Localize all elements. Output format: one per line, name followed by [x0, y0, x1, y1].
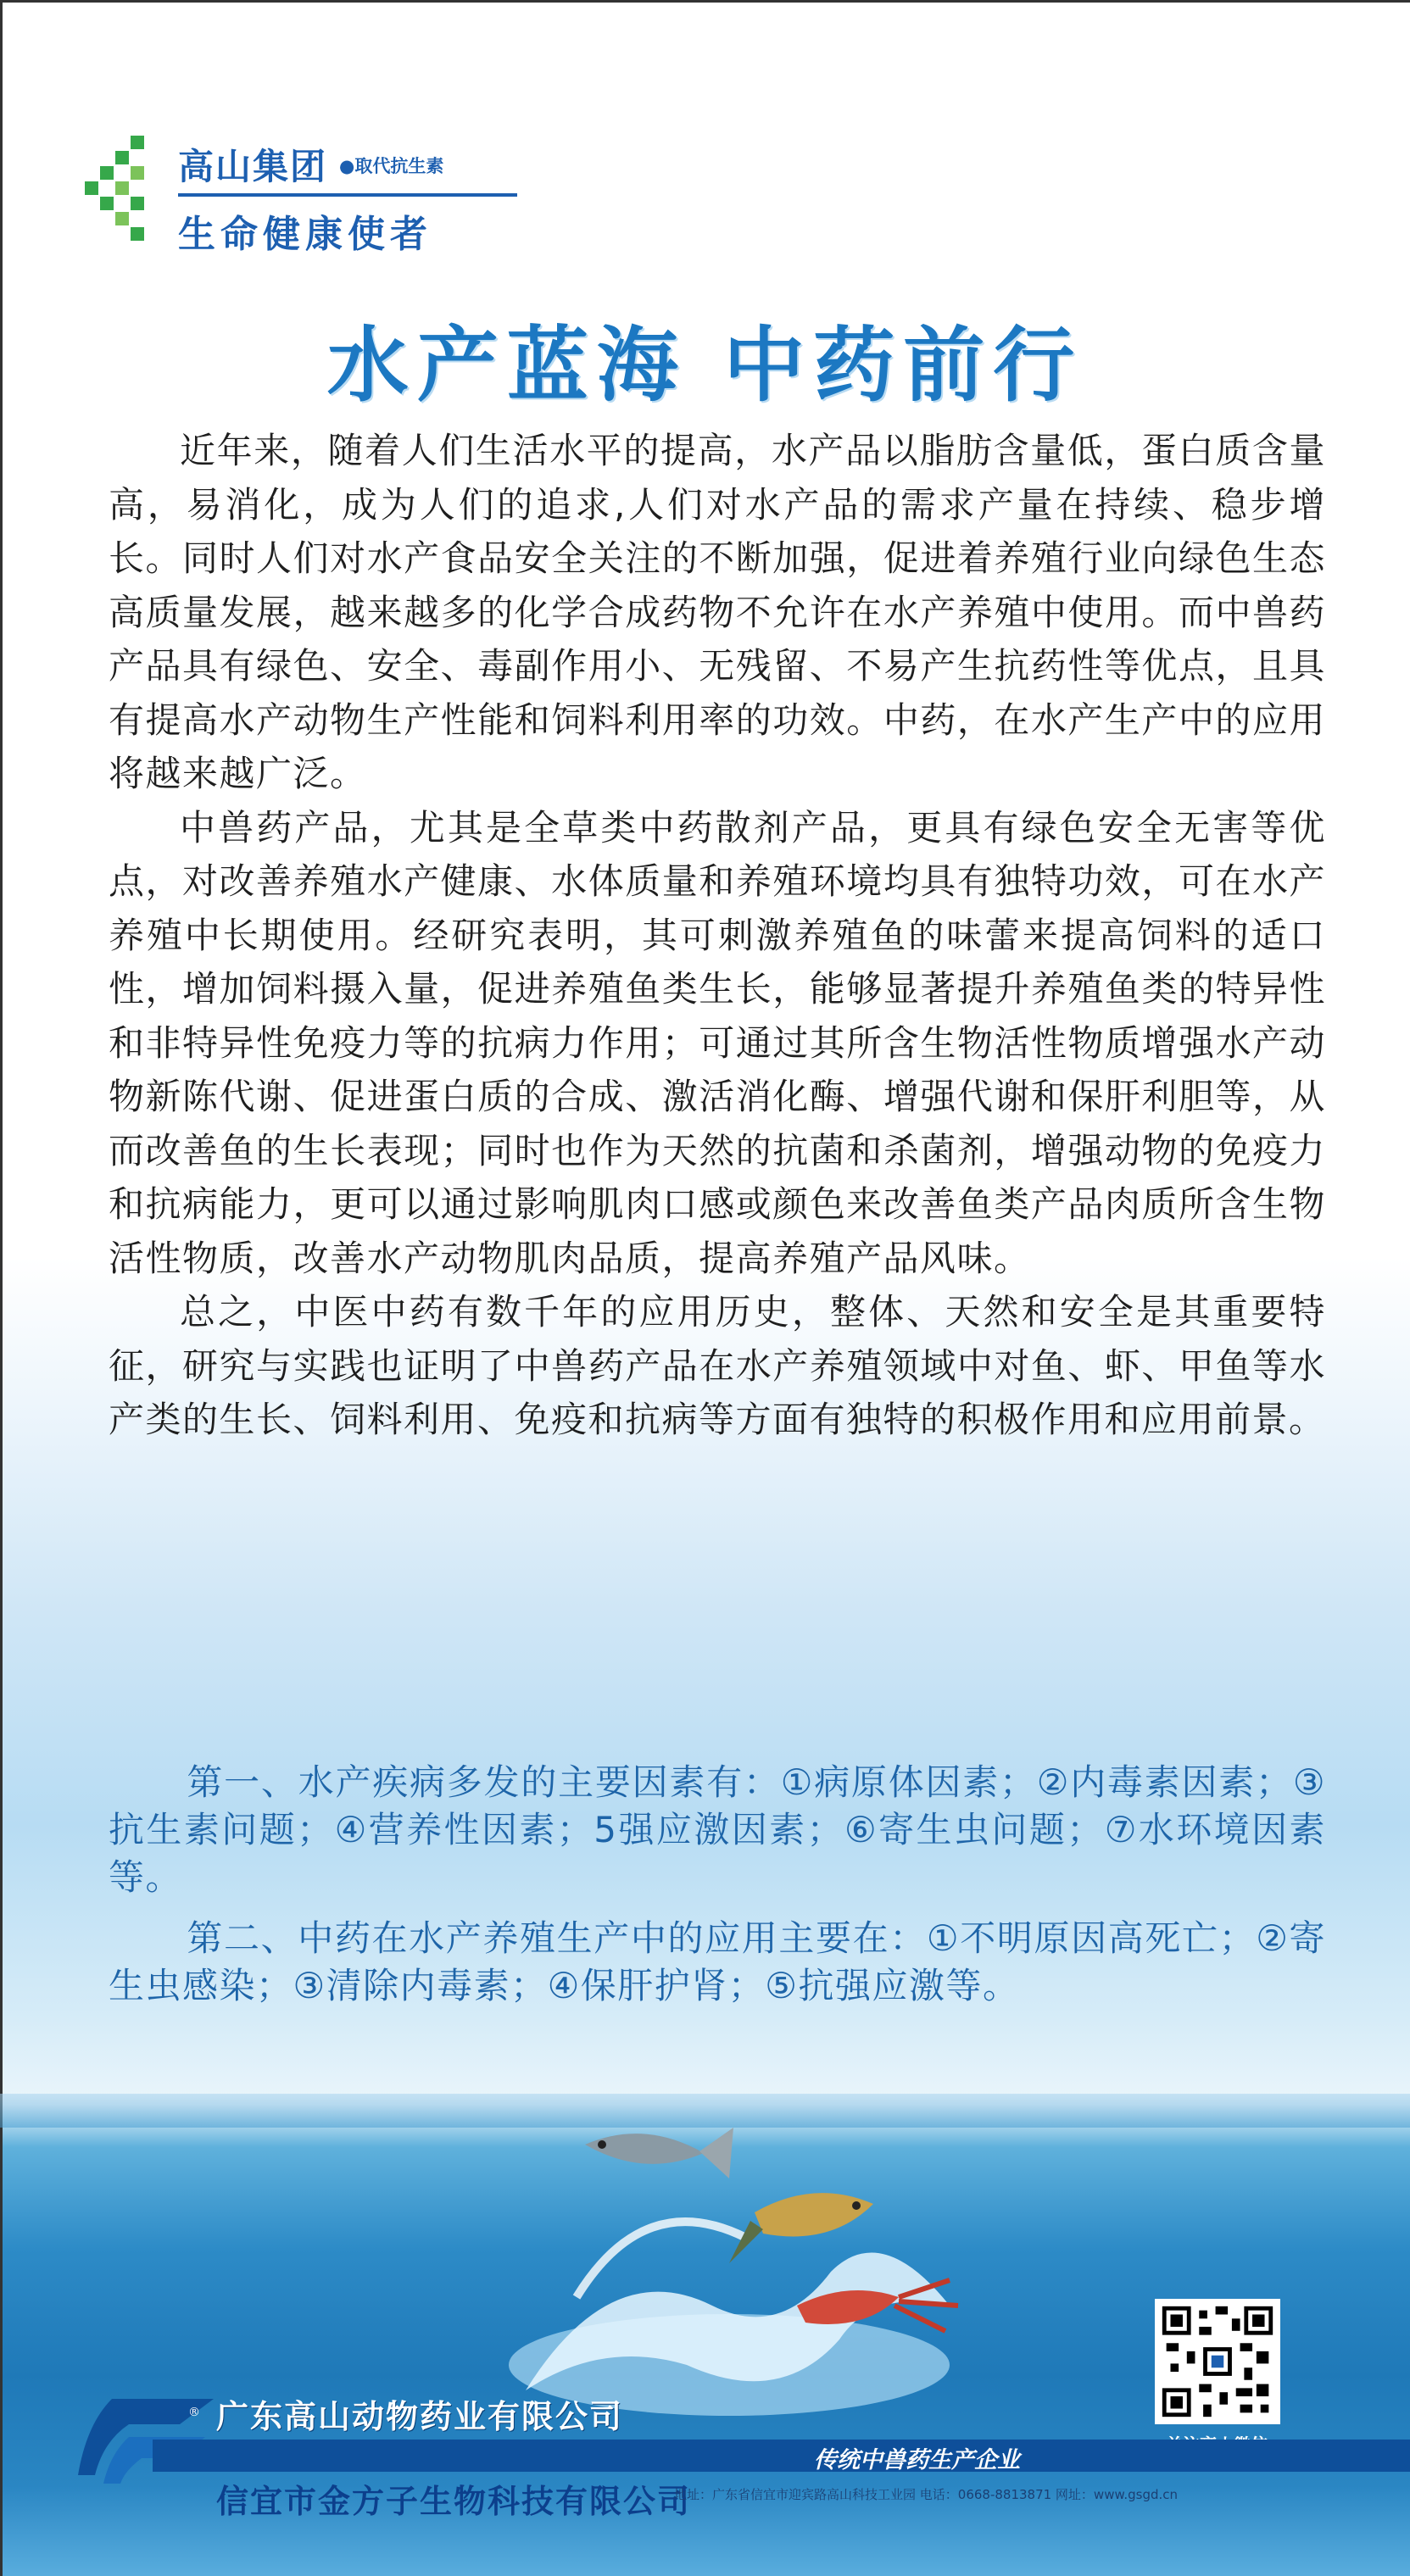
fish-icon: [585, 2128, 733, 2178]
point-item: 第二、中药在水产养殖生产中的应用主要在：①不明原因高死亡；②寄生虫感染；③清除内毒素；④保肝护肾；⑤抗强应激等。: [109, 1917, 1326, 2006]
footer-slogan: 传统中兽药生产企业: [814, 2447, 1020, 2473]
footer-bar: [153, 2440, 1410, 2472]
company-name-secondary: 信宜市金方子生物科技有限公司: [216, 2483, 692, 2520]
page-title: 水产蓝海 中药前行: [326, 318, 1084, 413]
company-logo: [85, 136, 526, 263]
paragraph: 中兽药产品，尤其是全草类中药散剂产品，更具有绿色安全无害等优点，对改善养殖水产健康、水体质量和养殖环境均具有独特功效，可在水产养殖中长期使用。经研究表明，其可刺激养殖鱼的味蕾来提高饲料的适口性，增加饲料摄入量，促进养殖鱼类生长，能够显著提升养殖鱼类的特异性和非特异性免疫力等的抗病力作用；可通过其所含生物活性物质增强水产动物新陈代谢、促进蛋白质的合成、激活消化酶、增强代谢和保肝利胆等，从而改善鱼的生长表现；同时也作为天然的抗菌和杀菌剂，增强动物的免疫力和抗病能力，更可以通过影响肌肉口感或颜色来改善鱼类产品肉质所含生物活性物质，改善水产动物肌肉品质，提高养殖产品风味。: [109, 806, 1326, 1279]
key-points: [109, 1759, 1326, 2023]
qr-code[interactable]: [1155, 2299, 1280, 2424]
company-name-primary: 广东高山动物药业有限公司: [216, 2398, 624, 2435]
logo-slogan: 生命健康使者: [178, 213, 432, 256]
footer-address: 地址：广东省信宜市迎宾路高山科技工业园 电话：0668-8813871 网址：www.gsgd.cn: [674, 2487, 1179, 2502]
paragraph: 近年来，随着人们生活水平的提高，水产品以脂肪含量低，蛋白质含量高，易消化，成为人们的追求,人们对水产品的需求产量在持续、稳步增长。同时人们对水产食品安全关注的不断加强，促进着养殖行业向绿色生态高质量发展，越来越多的化学合成药物不允许在水产养殖中使用。而中兽药产品具有绿色、安全、毒副作用小、无残留、不易产生抗药性等优点，且具有提高水产动物生产性能和饲料利用率的功效。中药，在水产生产中的应用将越来越广泛。: [109, 430, 1326, 794]
logo-divider: [178, 193, 517, 197]
article-body: [109, 424, 1326, 1447]
logo-tagline: ●取代抗生素: [339, 156, 444, 176]
fish-splash-illustration: [475, 2085, 1000, 2441]
logo-name: 高山集团: [178, 146, 328, 187]
point-item: 第一、水产疾病多发的主要因素有：①病原体因素；②内毒素因素；③抗生素问题；④营养性因素；5强应激因素；⑥寄生虫问题；⑦水环境因素等。: [109, 1761, 1326, 1898]
fish-icon: [729, 2193, 873, 2263]
paragraph: 总之，中医中药有数千年的应用历史，整体、天然和安全是其重要特征，研究与实践也证明了中兽药产品在水产养殖领域中对鱼、虾、甲鱼等水产类的生长、饲料利用、免疫和抗病等方面有独特的积极作用和应用前景。: [109, 1291, 1326, 1440]
svg-text:®: ®: [188, 2406, 200, 2419]
